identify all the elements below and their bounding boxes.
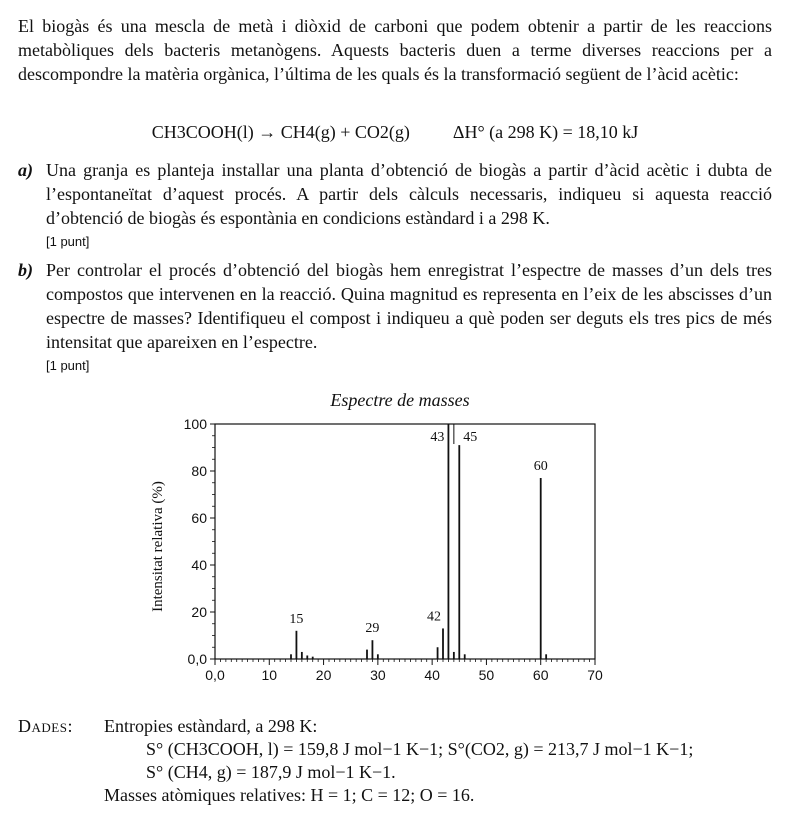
question-a-text: Una granja es planteja installar una planta d’obtenció de biogàs a partir d’àcid acètic i dubta de l’espontaneïtat d’aquest procés. A partir dels càlculs necessaris, indiqueu si aquesta reacció d’obtenció de biogàs és espontània en condicions estàndard i a 298 K.	[46, 160, 772, 228]
y-axis-label: Intensitat relativa (%)	[150, 481, 166, 612]
product-methane: CH4(g)	[280, 122, 336, 142]
reaction-equation	[0, 120, 790, 144]
peak-label: 15	[289, 611, 304, 627]
peak-label: 42	[427, 609, 441, 625]
y-tick-label: 20	[191, 604, 207, 620]
x-tick-label: 30	[370, 667, 386, 683]
x-tick-label: 10	[261, 667, 278, 683]
question-b	[18, 258, 772, 354]
entropy-co2: S°(CO2, g) = 213,7 J mol−1 K−1;	[447, 739, 694, 759]
y-tick-label: 0,0	[187, 651, 207, 667]
question-a-label: a)	[18, 160, 33, 180]
peak-label: 45	[463, 430, 478, 445]
question-b-label: b)	[18, 260, 33, 280]
x-tick-label: 60	[532, 667, 549, 683]
product-co2: CO2(g)	[354, 122, 410, 142]
x-tick-label: 0,0	[205, 667, 225, 683]
peak-label: 29	[365, 621, 380, 637]
mass-spectrum-chart	[140, 384, 610, 700]
reaction-arrow: →	[258, 122, 277, 142]
y-tick-label: 100	[183, 416, 207, 432]
entropy-acetic: S° (CH3COOH, l) = 159,8 J mol−1 K−1;	[146, 739, 444, 759]
entropy-methane: S° (CH4, g) = 187,9 J mol−1 K−1.	[146, 762, 396, 782]
entropies-line: Entropies estàndard, a 298 K:	[103, 716, 318, 736]
peak-label: 60	[533, 459, 548, 475]
x-tick-label: 50	[478, 667, 495, 683]
atomic-masses: Masses atòmiques relatives: H = 1; C = 12; O = 16.	[104, 785, 475, 805]
enthalpy-value: ΔH° (a 298 K) = 18,10 kJ	[452, 122, 639, 142]
question-b-points: [1 punt]	[46, 358, 90, 373]
plus-sign: +	[340, 122, 351, 142]
x-tick-label: 70	[587, 667, 603, 683]
reactant: CH3COOH(l)	[151, 122, 254, 142]
data-heading: Dades:	[18, 716, 73, 736]
x-tick-label: 40	[424, 667, 440, 683]
intro-paragraph: El biogàs és una mescla de metà i diòxid de carboni que podem obtenir a partir de les reaccions metabòliques dels bacteris metanògens. Aquests bacteris duen a terme diverses reaccions per a descompondre la matèria orgànica, l’última de les quals és la transformació següent de l’àcid acètic:	[18, 16, 772, 84]
question-b-text: Per controlar el procés d’obtenció del biogàs hem enregistrat l’espectre de masses d’un dels tres compostos que intervenen en la reacció. Quina magnitud es representa en l’eix de les abscisses d’un espectre de masses? Identifiqueu el compost i indiqueu a què poden ser deguts els tres pics de més intensitat que apareixen en l’espectre.	[46, 260, 772, 352]
peak-label: 43	[430, 430, 445, 445]
y-tick-label: 80	[191, 463, 207, 479]
chart-title: Espectre de masses	[330, 390, 470, 410]
y-tick-label: 40	[191, 557, 207, 573]
x-tick-label: 20	[315, 667, 332, 683]
question-a	[18, 158, 772, 230]
y-tick-label: 60	[191, 510, 207, 526]
question-a-points: [1 punt]	[46, 234, 90, 249]
